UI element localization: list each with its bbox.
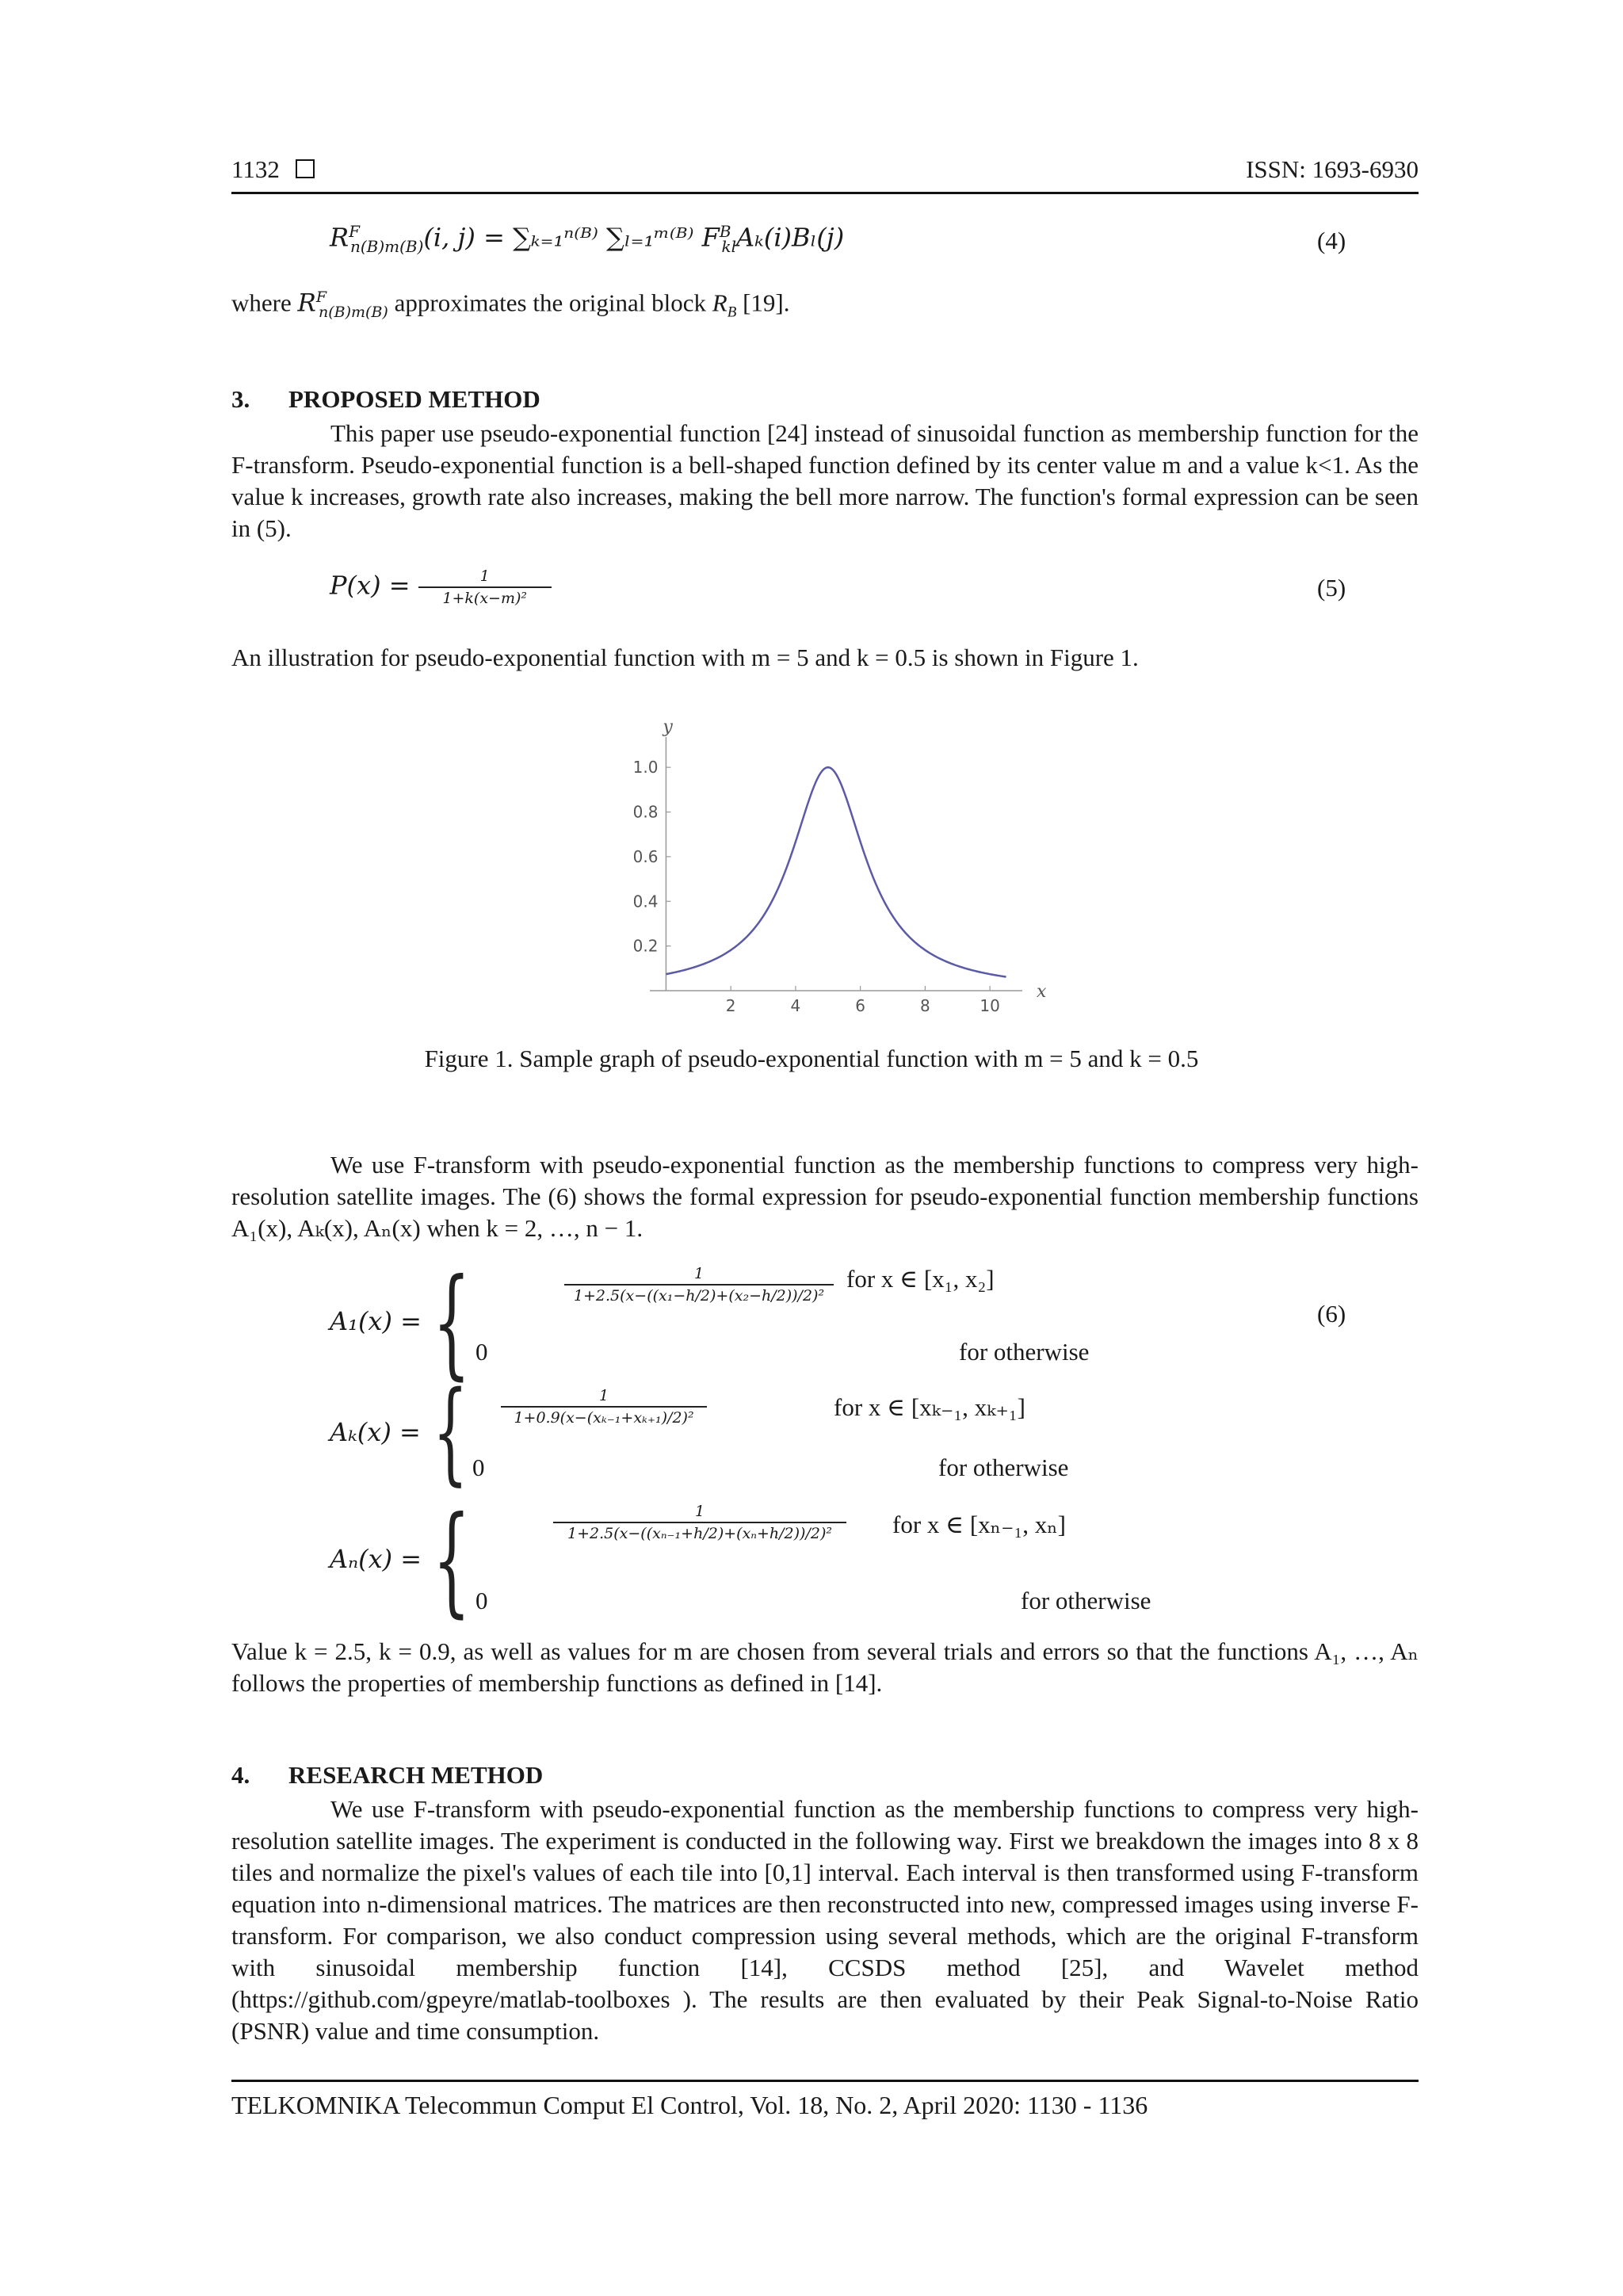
section-3-paragraph-1: This paper use pseudo-exponential function [24] instead of sinusoidal function as membership function for the F-transform. Pseudo-exponential function is a bell-shaped function defined by its center value m and a value k<1. As the value k increases, growth rate also increases, making the bell more narrow. The function's formal expression can be seen in (5). (231, 419, 1419, 542)
a1-brace: { (433, 1254, 471, 1392)
figure-1-caption: Figure 1. Sample graph of pseudo-exponential function with m = 5 and k = 0.5 (424, 1045, 1199, 1072)
an-condition: for x ∈ [xₙ₋₁, xₙ] (892, 1511, 1066, 1538)
header-rule (231, 192, 1419, 194)
y-tick-label: 0.2 (632, 936, 659, 956)
ak-otherwise: for otherwise (938, 1454, 1069, 1481)
y-tick-label: 0.8 (632, 802, 659, 822)
x-tick-label: 10 (980, 996, 1000, 1015)
square-icon (296, 159, 315, 178)
equation-5: P(x) = $\frac{1}{\text{1+k(x−m)²}}$ (330, 567, 552, 607)
an-otherwise: for otherwise (1021, 1587, 1151, 1614)
x-tick-label: 2 (725, 996, 736, 1015)
section-3-paragraph-2: We use F-transform with pseudo-exponential function as the membership functions to compress very high-resolution satellite images. The (6) shows the formal expression for pseudo-exponential function membership functions A₁(x), Aₖ(x), Aₙ(x) when k = 2, …, n − 1. (231, 1151, 1419, 1242)
equation-6-an-fraction: $\frac{1}{\text{1+2.5(x−((xₙ₋₁+h/2)+(xₙ+h/2))/2)²}}$ (553, 1503, 846, 1542)
footer-rule (231, 2080, 1419, 2082)
page-number: 1132 (231, 155, 315, 184)
y-axis-label: y (663, 721, 673, 737)
ak-zero: 0 (472, 1454, 485, 1481)
section-4-heading: 4. RESEARCH METHOD (231, 1761, 544, 1789)
equation-5-number: (5) (1317, 574, 1346, 602)
ak-brace: { (433, 1368, 468, 1497)
illustration-sentence: An illustration for pseudo-exponential function with m = 5 and k = 0.5 is shown in Figure 1. (231, 644, 1139, 671)
issn: ISSN: 1693-6930 (1246, 155, 1419, 183)
series-line (666, 767, 1006, 976)
equation-4: $R^F_{n(B)m(B)}(i$, j) = ∑ₖ₌₁ⁿ⁽ᴮ⁾ ∑ₗ₌₁ᵐ⁽ᴮ⁾ $F^B_{kl}A_k(i)B_l(j)$ (330, 222, 845, 257)
a1-otherwise: for otherwise (959, 1338, 1090, 1366)
a1-condition: for x ∈ [x₁, x₂] (846, 1265, 995, 1293)
equation-4-number: (4) (1317, 227, 1346, 254)
y-tick-label: 0.4 (632, 892, 659, 911)
x-tick-label: 6 (855, 996, 866, 1015)
equation-6-a1-fraction: $\frac{1}{\text{1+2.5(x−((x₁−h/2)+(x₂−h/2))/2)²}}$ (564, 1265, 834, 1305)
y-tick-label: 0.6 (632, 846, 659, 866)
equation-6-number: (6) (1317, 1300, 1346, 1328)
section-3-paragraph-3: Value k = 2.5, k = 0.9, as well as values for m are chosen from several trials and errors so that the functions A₁, …, Aₙ follows the properties of membership functions as defined in [14]. (231, 1637, 1419, 1697)
x-tick-label: 4 (790, 996, 801, 1015)
ak-condition: for x ∈ [xₖ₋₁, xₖ₊₁] (834, 1393, 1025, 1421)
y-tick-label: 1.0 (632, 758, 659, 777)
footer-citation: TELKOMNIKA Telecommun Comput El Control, Vol. 18, No. 2, April 2020: 1130 - 1136 (231, 2091, 1148, 2119)
figure-1-chart (618, 721, 1046, 1022)
a1-zero: 0 (475, 1338, 488, 1366)
equation-6-a1-lhs: A₁(x) = (330, 1306, 422, 1336)
equation-6-an-lhs: Aₙ(x) = (330, 1544, 422, 1574)
x-axis-label: x (1037, 982, 1046, 1002)
an-brace: { (433, 1492, 471, 1629)
section-4-paragraph-1: We use F-transform with pseudo-exponential function as the membership functions to compress very high-resolution satellite images. The experiment is conducted in the following way. First we breakdown the images into 8 x 8 tiles and normalize the pixel's values of each tile into [0,1] interval. Each interval is then transformed using F-transform equation into n-dimensional matrices. The matrices are then reconstructed into new, compressed images using inverse F-transform. For comparison, we also conduct compression using several methods, which are the original F-transform with sinusoidal membership function [14], CCSDS method [25], and Wavelet method (https://github.com/gpeyre/matlab-toolboxes ). The results are then evaluated by their Peak Signal-to-Noise Ratio (PSNR) value and time consumption. (231, 1795, 1419, 2045)
section-3-heading: 3. PROPOSED METHOD (231, 385, 540, 413)
an-zero: 0 (475, 1587, 488, 1614)
equation-6-ak-fraction: $\frac{1}{\text{1+0.9(x−(xₖ₋₁+xₖ₊₁)/2)²}}$ (501, 1387, 707, 1427)
where-line: where $R^F_{n(B)m(B)}$ approximates the original block $R_B$ [19]. (231, 288, 790, 321)
equation-6-ak-lhs: Aₖ(x) = (330, 1417, 421, 1447)
x-tick-label: 8 (920, 996, 930, 1015)
